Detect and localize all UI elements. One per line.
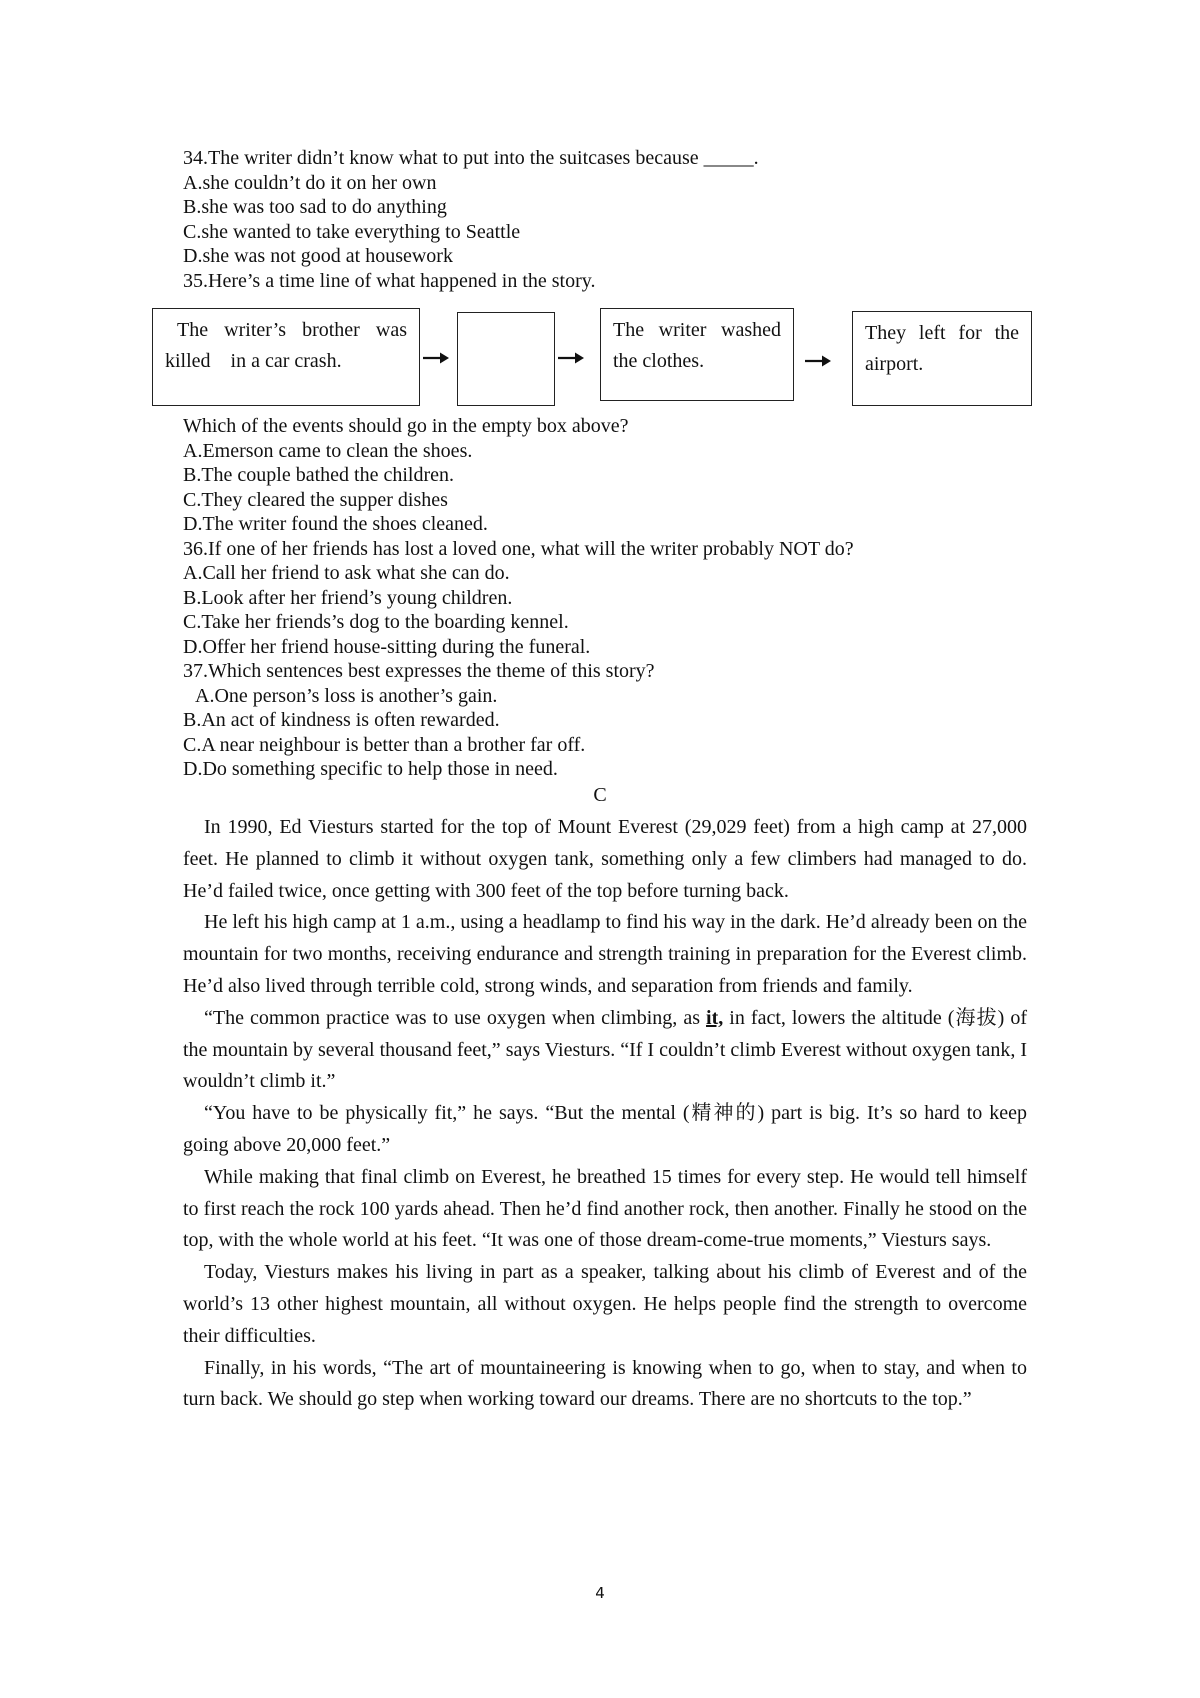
timeline-diagram	[152, 308, 1032, 408]
question-34-option-a: A.she couldn’t do it on her own	[183, 171, 437, 194]
paragraph-3	[183, 1003, 1027, 1098]
question-35-stem: 35.Here’s a time line of what happened in the story.	[183, 269, 596, 292]
right-arrow-icon	[422, 351, 450, 365]
question-34-stem: 34.The writer didn’t know what to put into the suitcases because _____.	[183, 147, 759, 169]
question-35-prompt: Which of the events should go in the empty box above?	[183, 415, 629, 437]
right-arrow-icon	[557, 351, 585, 365]
question-35-option-c: C.They cleared the supper dishes	[183, 488, 448, 511]
question-36-option-b: B.Look after her friend’s young children.	[183, 586, 513, 609]
page-number: 4	[595, 1584, 605, 1602]
question-37-option-c: C.A near neighbour is better than a brother far off.	[183, 733, 586, 756]
question-34-option-b: B.she was too sad to do anything	[183, 196, 447, 218]
paragraph-4: “You have to be physically fit,” he says. “But the mental (精神的) part is big. It’s so hard to keep going above 20,000 feet.”	[183, 1102, 1027, 1156]
question-36-stem: 36.If one of her friends has lost a loved one, what will the writer probably NOT do?	[183, 537, 854, 560]
timeline-box-3-line-1: The writer washed	[613, 319, 781, 341]
paragraph-5: While making that final climb on Everest, he breathed 15 times for every step. He would tell himself to first reach the rock 100 yards ahead. Then he’d find another rock, then another. Finally he stood on the top, with the whole world at his feet. “It was one of those dream-come-true moments,” Viesturs says.	[183, 1165, 1027, 1252]
paragraph-6: Today, Viesturs makes his living in part as a speaker, talking about his climb of Everest and of the world’s 13 other highest mountain, all without oxygen. He helps people find the strength to overcome their difficulties.	[183, 1261, 1027, 1347]
question-35-option-b: B.The couple bathed the children.	[183, 464, 455, 486]
paragraph-3-after: in fact, lowers the altitude (海拔) of the mountain by several thousand feet,” says Viesturs. “If I couldn’t climb Everest without oxygen tank, I wouldn’t climb it.”	[183, 1006, 1027, 1093]
question-37-option-a: A.One person’s loss is another’s gain.	[195, 684, 498, 707]
question-37-stem: 37.Which sentences best expresses the theme of this story?	[183, 660, 655, 682]
paragraph-2: He left his high camp at 1 a.m., using a headlamp to find his way in the dark. He’d already been on the mountain for two months, receiving endurance and strength training in preparation for the Everest climb. He’d also lived through terrible cold, strong winds, and separation from friends and family.	[183, 911, 1027, 997]
question-36-option-d: D.Offer her friend house-sitting during the funeral.	[183, 635, 591, 658]
paragraph-3-before: “The common practice was to use oxygen when climbing, as	[204, 1006, 707, 1029]
questions-35-37	[183, 414, 1023, 782]
paragraph-1: In 1990, Ed Viesturs started for the top of Mount Everest (29,029 feet) from a high camp at 27,000 feet. He planned to climb it without oxygen tank, something only a few climbers had managed to do. He’d failed twice, once getting with 300 feet of the top before turning back.	[183, 816, 1027, 902]
passage-c	[183, 812, 1027, 1416]
timeline-box-4-line-1: They left for the	[865, 322, 1019, 344]
timeline-box-1-line-2: killed in a car crash.	[165, 350, 342, 372]
question-35-option-d: D.The writer found the shoes cleaned.	[183, 513, 488, 535]
timeline-box-3	[600, 308, 794, 401]
question-36-option-a: A.Call her friend to ask what she can do.	[183, 562, 510, 584]
section-title: C	[593, 784, 607, 806]
timeline-box-1	[152, 308, 420, 406]
timeline-box-1-line-1: The writer’s brother was	[177, 319, 407, 341]
question-37-option-d: D.Do something specific to help those in need.	[183, 758, 558, 780]
questions-34-35	[183, 146, 1023, 293]
right-arrow-icon	[804, 354, 832, 368]
timeline-box-4	[852, 311, 1032, 406]
timeline-box-3-line-2: the clothes.	[613, 350, 705, 372]
question-36-option-c: C.Take her friends’s dog to the boarding kennel.	[183, 611, 569, 633]
paragraph-7: Finally, in his words, “The art of mountaineering is knowing when to go, when to stay, and when to turn back. We should go step when working toward our dreams. There are no shortcuts to the top.”	[183, 1356, 1027, 1411]
question-34-option-c: C.she wanted to take everything to Seattle	[183, 220, 521, 243]
timeline-box-4-line-2: airport.	[865, 353, 924, 375]
question-35-option-a: A.Emerson came to clean the shoes.	[183, 439, 473, 462]
question-37-option-b: B.An act of kindness is often rewarded.	[183, 709, 500, 731]
timeline-box-empty	[457, 312, 555, 406]
underlined-word-it: it,	[706, 1006, 724, 1029]
question-34-option-d: D.she was not good at housework	[183, 245, 453, 267]
